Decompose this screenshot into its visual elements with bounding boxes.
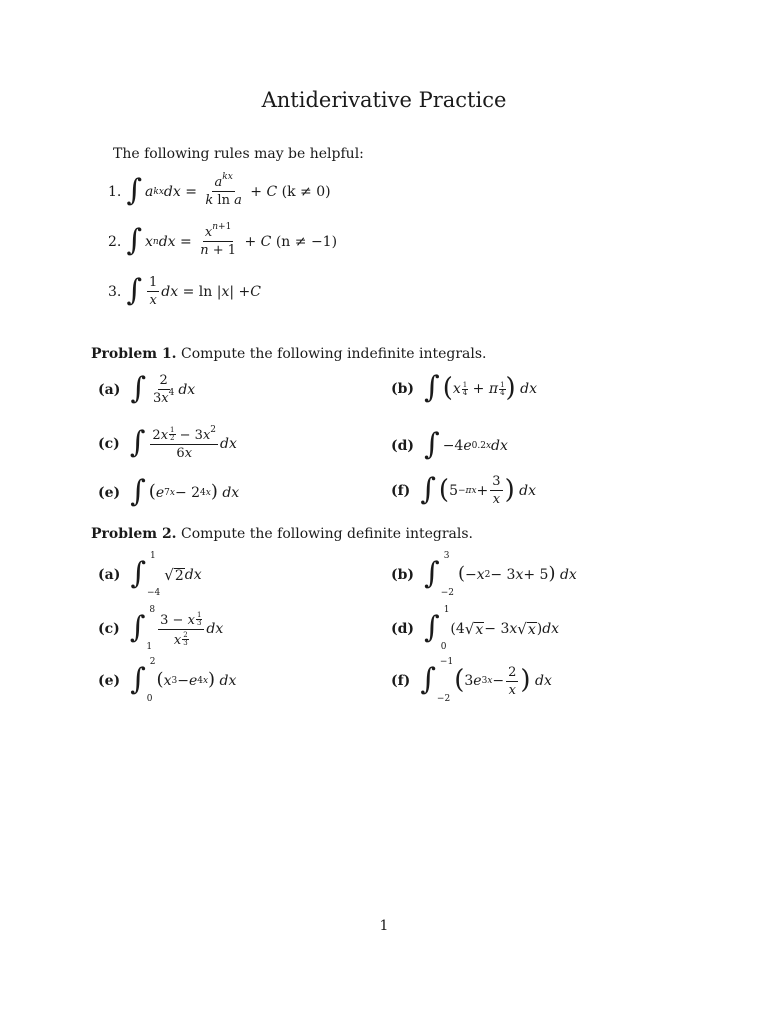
problem-2-heading [91, 526, 473, 542]
page-number: 1 [379, 918, 389, 934]
problem-1b: (b) ∫ ( x 1 4 + π 1 4 ) dx [391, 370, 537, 405]
part-label: (d) [391, 438, 415, 454]
rule-condition: (n ≠ −1) [275, 233, 338, 250]
integral-sign: ∫ [126, 172, 142, 208]
rule-1: 1. ∫ a kx dx = $\frac{a^{kx}}{\text{k ln a}}$ + C (k ≠ 0) [108, 172, 331, 208]
part-label: (c) [98, 621, 120, 637]
rule-number: 1. [108, 183, 122, 200]
intro-text: The following rules may be helpful: [113, 146, 364, 162]
problem-1c: (c) ∫ 2x $\frac{1}{2}$ − $3x^2$ 6x dx [98, 424, 237, 461]
part-label: (e) [98, 485, 121, 501]
problem-label: Problem 1. [91, 346, 177, 362]
problem-2f: (f) ∫ −1 −2 ( 3 e 3x − $\frac{2}{x}$ ) dx [391, 657, 552, 704]
part-label: (a) [98, 567, 121, 583]
part-label: (f) [391, 482, 411, 499]
problem-1-heading [91, 346, 487, 362]
problem-2d: (d) ∫ 1 0 (4 √ x − 3 x √ x ) dx [391, 605, 560, 652]
part-label: (b) [391, 381, 415, 397]
rule-3: 3. ∫ $\frac{1}{x}$ dx = ln | x | + C [108, 272, 261, 308]
rule-condition: (k ≠ 0) [281, 183, 331, 200]
page-title: Antiderivative Practice [261, 88, 507, 112]
problem-text: Compute the following indefinite integrals. [181, 346, 487, 362]
problem-label: Problem 2. [91, 526, 177, 542]
integral-sign: ∫ [126, 222, 142, 258]
problem-1d: (d) ∫ −4 e 0.2x dx [391, 427, 508, 462]
rule-number: 2. [108, 233, 122, 250]
part-label: (d) [391, 621, 415, 637]
problem-2b: (b) ∫ 3 −2 ( − x 2 − 3 x + 5 ) dx [391, 551, 577, 598]
part-label: (b) [391, 567, 415, 583]
part-label: (e) [98, 673, 121, 689]
problem-2a: (a) ∫ 1 −4 √ 2 dx [98, 551, 202, 598]
part-label: (a) [98, 381, 121, 398]
problem-1f: (f) ∫ ( 5 −πx + $\frac{3}{x}$ ) dx [391, 471, 537, 507]
part-label: (c) [98, 435, 120, 452]
integral-sign: ∫ [126, 272, 142, 308]
problem-2e: (e) ∫ 2 0 ( x 3 − e 4x ) dx [98, 657, 237, 704]
problem-1a: (a) ∫ $\frac{2}{3x^4}$ dx [98, 370, 196, 406]
problem-1e: (e) ∫ ( e 7x − 2 4x ) dx [98, 474, 240, 509]
problem-2c: (c) ∫ 8 1 3 − x $\frac{1}{3}$ x $\frac{2}{3}$ dx [98, 605, 224, 652]
rule-number: 3. [108, 283, 122, 300]
part-label: (f) [391, 673, 411, 689]
rule-2: 2. ∫ x n dx = $\frac{x^{n+1}}{n + 1}$ + C (n ≠ −1) [108, 222, 338, 258]
problem-text: Compute the following definite integrals. [181, 526, 473, 542]
